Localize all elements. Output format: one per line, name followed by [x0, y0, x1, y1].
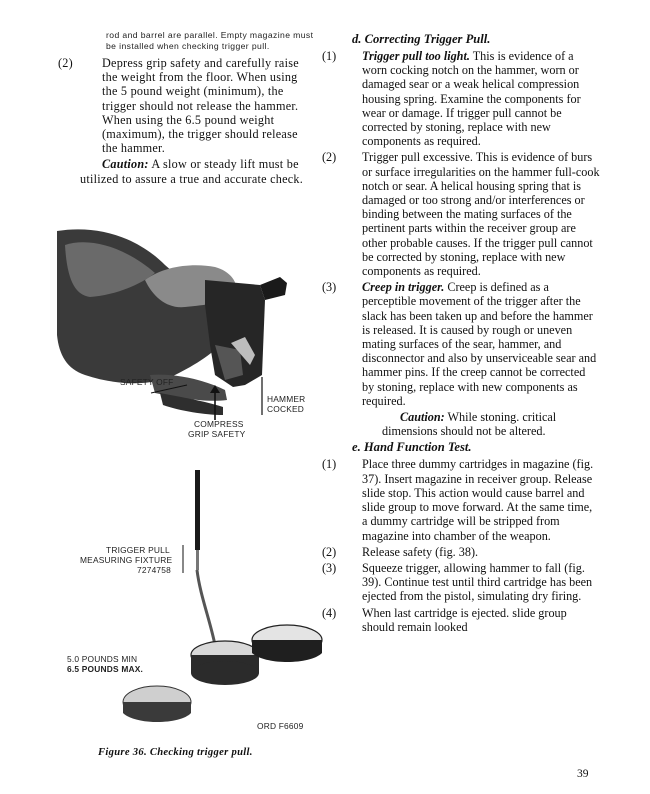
figure-caption: Figure 36. Checking trigger pull.	[98, 747, 253, 758]
d1-paragraph	[322, 49, 600, 149]
caution-paragraph	[80, 157, 316, 185]
label-compress-2: GRIP SAFETY	[188, 429, 246, 439]
d3-number: (3)	[322, 280, 337, 295]
d2-number: (2)	[322, 150, 337, 165]
caution-label: Caution:	[102, 157, 149, 172]
d2-paragraph	[322, 150, 600, 279]
label-weight-2: 6.5 POUNDS MAX.	[67, 664, 144, 674]
e4-number: (4)	[322, 605, 337, 620]
label-weight-1: 5.0 POUNDS MIN	[67, 654, 138, 664]
figure-36	[55, 225, 325, 745]
label-fixture-3: 7274758	[137, 565, 172, 575]
d3-paragraph	[322, 280, 600, 408]
d3-text: Creep is defined as a perceptible movement of the trigger after the slack has been taken up and before the hammer is released. It is caused by rough or uneven mating surfaces of the sear, hammer, and disconnector and also by unserviceable sear and hammer pins. If the creep cannot be corrected by stoning, replace with new components as required.	[362, 280, 597, 408]
d-caution-paragraph	[352, 410, 600, 438]
top-note: rod and barrel are parallel. Empty magazine must be installed when checking trigger pull.	[106, 30, 314, 51]
label-fixture-1: TRIGGER PULL	[106, 545, 170, 555]
e4-text: When last cartridge is ejected. slide group should remain looked	[362, 605, 567, 634]
step-2-paragraph	[58, 56, 316, 156]
caution-text: A slow or steady lift must be utilized to assure a true and accurate check.	[80, 157, 304, 186]
fixture-rod-joint	[196, 550, 199, 570]
label-fixture-2: MEASURING FIXTURE	[80, 555, 173, 565]
e2-paragraph	[322, 544, 600, 559]
label-safety-off: SAFETY OFF	[120, 377, 174, 387]
right-column	[322, 32, 600, 636]
d1-title: Trigger pull too light.	[362, 49, 470, 63]
e1-number: (1)	[322, 457, 337, 472]
fixture-rod-upper	[195, 470, 200, 550]
e2-number: (2)	[322, 544, 337, 559]
section-e-heading: e. Hand Function Test.	[352, 440, 472, 455]
label-ord: ORD F6609	[257, 721, 304, 731]
d2-text: Trigger pull excessive. This is evidence of burs or surface irregularities on the hammer full-cook notch or sear. A helical housing spring that is damaged or too strong and/or interferences or binding between the mating surfaces of the pertinent parts within the receiver group are other probable causes. If the trigger pull cannot be corrected by stoning, replace with new components as required.	[362, 150, 600, 279]
weight-right-side	[252, 640, 322, 662]
weight-center-bottom	[191, 661, 259, 685]
e3-number: (3)	[322, 560, 337, 575]
weight-left-side	[123, 702, 191, 722]
d-caution-text: While stoning. critical dimensions should not be altered.	[382, 410, 557, 439]
d3-title: Creep in trigger.	[362, 280, 445, 295]
left-column	[58, 30, 316, 188]
step-2-text: Depress grip safety and carefully raise the weight from the floor. When using the 5 pound weight (minimum), the trigger should not release the hammer. When using the 6.5 pound weight (maximum), the trigger should release the hammer.	[102, 56, 299, 156]
d1-number: (1)	[322, 49, 337, 63]
page-number: 39	[577, 768, 589, 780]
e2-text: Release safety (fig. 38).	[362, 544, 479, 559]
label-hammer-2: COCKED	[267, 404, 305, 414]
e4-paragraph	[322, 605, 600, 634]
pistol-hammer	[260, 277, 287, 300]
e1-text: Place three dummy cartridges in magazine (fig. 37). Insert magazine in receiver group. Release slide stop. This action would cause barrel and slide group to move forward. At the same time, a dummy cartridge will be stripped from magazine into chamber of the weapon.	[362, 457, 594, 543]
label-compress-1: COMPRESS	[194, 419, 244, 429]
step-2-number: (2)	[58, 56, 73, 70]
label-hammer-1: HAMMER	[267, 394, 306, 404]
d-caution-label: Caution:	[400, 410, 445, 425]
e3-text: Squeeze trigger, allowing hammer to fall (fig. 39). Continue test until third cartridge has been ejected from the pistol, simulating dry firing.	[362, 560, 593, 604]
section-d-heading: d. Correcting Trigger Pull.	[352, 32, 491, 46]
e3-paragraph	[322, 560, 600, 604]
e1-paragraph	[322, 457, 600, 543]
d1-text: This is evidence of a worn cocking notch on the hammer, worn or damaged sear or a weak helical compression housing spring. Examine the components for wear or damage. If trigger pull cannot be corrected by stoning, replace with new components as required.	[362, 49, 581, 149]
